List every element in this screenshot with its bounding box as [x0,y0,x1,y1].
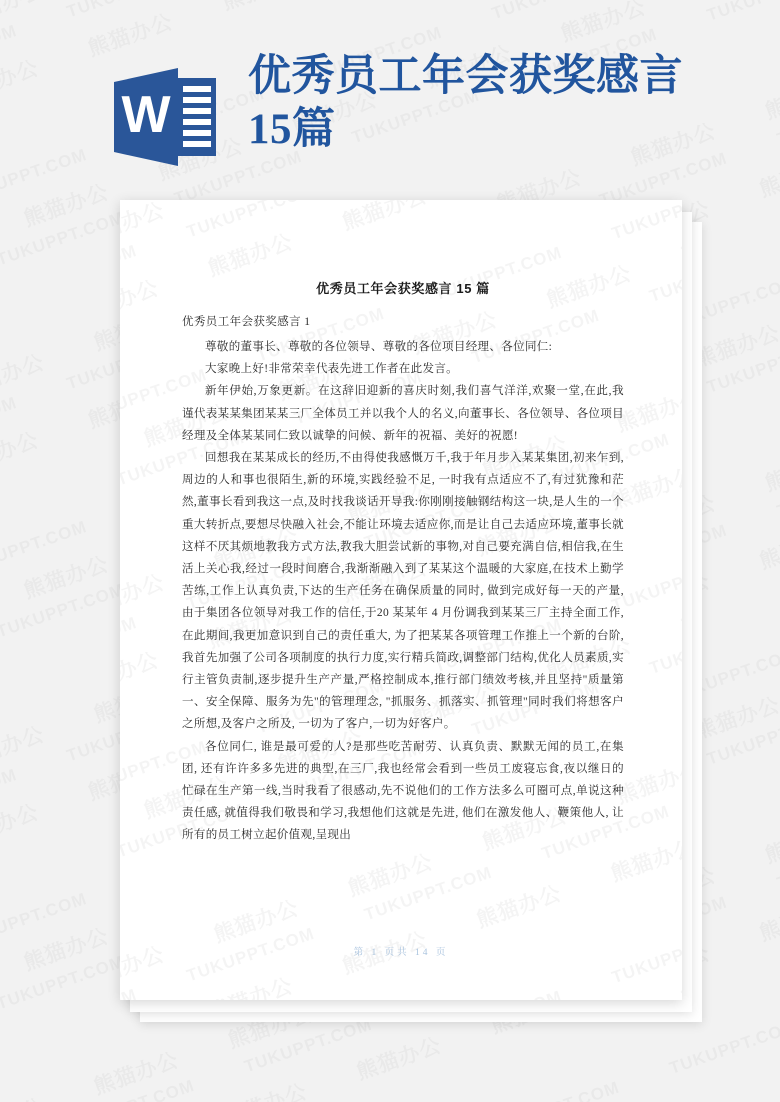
document-paragraph: 尊敬的董事长、尊敬的各位领导、尊敬的各位项目经理、各位同仁: [205,341,553,353]
preview-header [0,0,780,196]
document-paragraph: 新年伊始,万象更新。在这辞旧迎新的喜庆时刻,我们喜气洋洋,欢聚一堂,在此,我谨代表某某集团某某三厂全体员工并以我个人的名义,向董事长、各位领导、各位项目经理及全体某某同仁致以诚挚的问候、新年的祝福、美好的祝愿! [182,385,624,442]
document-body [120,200,682,847]
microsoft-word-icon [110,64,220,170]
document-title: 优秀员工年会获奖感言 15 篇 [316,281,490,296]
document-preview-page[interactable] [120,200,682,1000]
document-paragraph: 回想我在某某成长的经历,不由得使我感慨万千,我于年月步入某某集团,初来乍到,周边的人和事也很陌生,新的环境,实践经验不足, 一时我有点适应不了,有过犹豫和茫然,董事长看到我这一点,及时找我谈话开导我:你刚刚接触钢结构这一块,是人生的一个重大转折点,要想尽快融入社会,不能让环境去适应你,而是让自己去适应环境,董事长就这样不厌其烦地教我方式方法,教我大胆尝试新的事物,对自己要充满自信,相信我,在生活上关心我,经过一段时间磨合,我渐渐融入到了某某这个温暖的大家庭,在技术上勤学苦练,工作上认真负责,下达的生产任务在确保质量的同时, 做到完成好每一天的产量,由于集团各位领导对我工作的信任,于20 某某年 4 月份调我到某某三厂主持全面工作,在此期间,我更加意识到自己的责任重大, 为了把某某各项管理工作推上一个新的台阶,我首先加强了公司各项制度的执行力度,实行精兵简政,调整部门结构,优化人员素质,实行主管负责制,逐步提升生产产量,严格控制成本,推行部门绩效考核,并且坚持"质量第一、安全保障、服务为先"的管理理念, "抓服务、抓落实、抓管理"同时我们将想客户之所想,及客户之所及, 一切为了客户,一切为好客户。 [182,452,624,731]
document-paragraph: 大家晚上好!非常荣幸代表先进工作者在此发言。 [205,363,459,376]
document-paragraph: 各位同仁, 谁是最可爱的人?是那些吃苦耐劳、认真负责、默默无闻的员工,在集团, 还有许许多多先进的典型,在三厂,我也经常会看到一些员工废寝忘食,夜以继日的忙碌在生产第一线,当时我看了很感动,先不说他们的工作方法多么可圈可点,单说这种责任感, 就值得我们敬畏和学习,我想他们这就是先进, 他们在激发他人、鞭策他人, 让所有的员工树立起价值观,呈现出 [182,740,624,842]
document-page-footer: 第 1 页共 14 页 [353,948,449,958]
document-section-label: 优秀员工年会获奖感言 1 [182,316,311,328]
page-title: 优秀员工年会获奖感言15篇 [248,53,683,153]
word-icon-letter: W [121,86,171,144]
